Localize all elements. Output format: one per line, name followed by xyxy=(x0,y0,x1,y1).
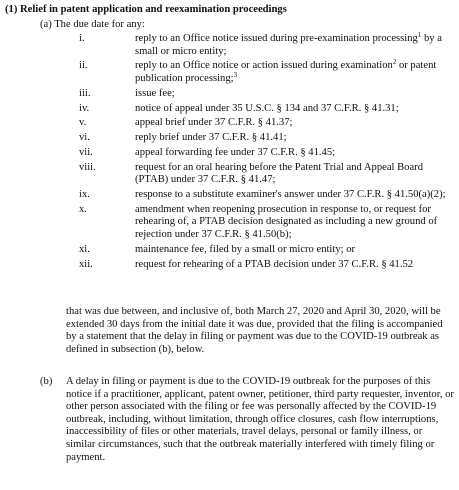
list-item xyxy=(0,33,459,58)
footnote-ref: 3 xyxy=(233,70,238,79)
item-number: xii. xyxy=(79,258,93,270)
item-text xyxy=(135,33,455,58)
item-text: request for an oral hearing before the Patent Trial and Appeal Board (PTAB) under 37 C.F.R. § 41.47; xyxy=(135,161,424,186)
item-text: amendment when reopening prosecution in response to, or request for rehearing of, a PTAB decision designated as including a new ground of rejection under 37 C.F.R. § 41.50(b); xyxy=(135,203,438,240)
list-item xyxy=(0,88,459,101)
item-number: x. xyxy=(79,203,87,215)
list-item xyxy=(0,147,459,160)
footnote-ref: 1 xyxy=(417,31,422,39)
due-date-list xyxy=(0,33,459,271)
list-item xyxy=(0,117,459,130)
item-number: vi. xyxy=(79,132,90,144)
item-number: i. xyxy=(79,33,85,44)
list-item xyxy=(0,103,459,116)
item-number: ix. xyxy=(79,189,90,201)
item-number: xi. xyxy=(79,243,90,255)
list-item xyxy=(0,162,459,187)
item-text: appeal forwarding fee under 37 C.F.R. § 41.45; xyxy=(135,146,336,158)
item-text-part: reply to an Office notice issued during pre-examination processing xyxy=(135,33,418,44)
item-text-part: reply to an Office notice or action issued during examination xyxy=(135,60,393,72)
list-item xyxy=(0,60,459,85)
item-number: vii. xyxy=(79,146,93,158)
footnote-ref: 2 xyxy=(392,58,397,67)
section-heading: (1) Relief in patent application and reexamination proceedings xyxy=(5,4,287,15)
item-text: response to a substitute examiner's answer under 37 C.F.R. § 41.50(a)(2); xyxy=(135,189,446,201)
list-item xyxy=(0,189,459,202)
list-item xyxy=(0,132,459,145)
list-item xyxy=(0,244,459,257)
item-number: ii. xyxy=(79,60,88,72)
item-text: maintenance fee, filed by a small or micro entity; or xyxy=(135,243,356,255)
item-text: issue fee; xyxy=(135,87,175,99)
item-number: v. xyxy=(79,117,87,129)
item-text: notice of appeal under 35 U.S.C. § 134 and 37 C.F.R. § 41.31; xyxy=(135,102,399,114)
subsection-b-label: (b) xyxy=(40,376,53,387)
list-item xyxy=(0,204,459,242)
item-number: viii. xyxy=(79,161,96,173)
item-text: appeal brief under 37 C.F.R. § 41.37; xyxy=(135,117,293,129)
subsection-a-intro: (a) The due date for any: xyxy=(40,19,145,30)
item-number: iii. xyxy=(79,87,91,99)
item-number: iv. xyxy=(79,102,90,114)
item-text-part: by a small or micro entity; xyxy=(135,33,442,57)
extension-paragraph: that was due between, and inclusive of, both March 27, 2020 and April 30, 2020, will be extended 30 days from the initial date it was due, provided that the filing is accompanied by a statement that the delay in filing or payment was due to the COVID-19 outbreak as defined in subsection (b), below. xyxy=(66,306,443,355)
item-text: reply brief under 37 C.F.R. § 41.41; xyxy=(135,132,287,144)
item-text: request for rehearing of a PTAB decision under 37 C.F.R. § 41.52 xyxy=(135,258,414,270)
item-text xyxy=(135,60,455,85)
subsection-b-paragraph: A delay in filing or payment is due to the COVID-19 outbreak for the purposes of this notice if a practitioner, applicant, patent owner, petitioner, third party requester, inventor, or other person associated with the filing or fee was personally affected by the COVID-19 outbreak, including, without limitation, through office closures, cash flow interruptions, inaccessibility of files or other materials, travel delays, personal or family illness, or similar circumstances, such that the outbreak materially interfered with timely filing or payment. xyxy=(66,376,454,463)
item-text-part: or patent publication processing; xyxy=(135,60,437,84)
list-item xyxy=(0,259,459,272)
